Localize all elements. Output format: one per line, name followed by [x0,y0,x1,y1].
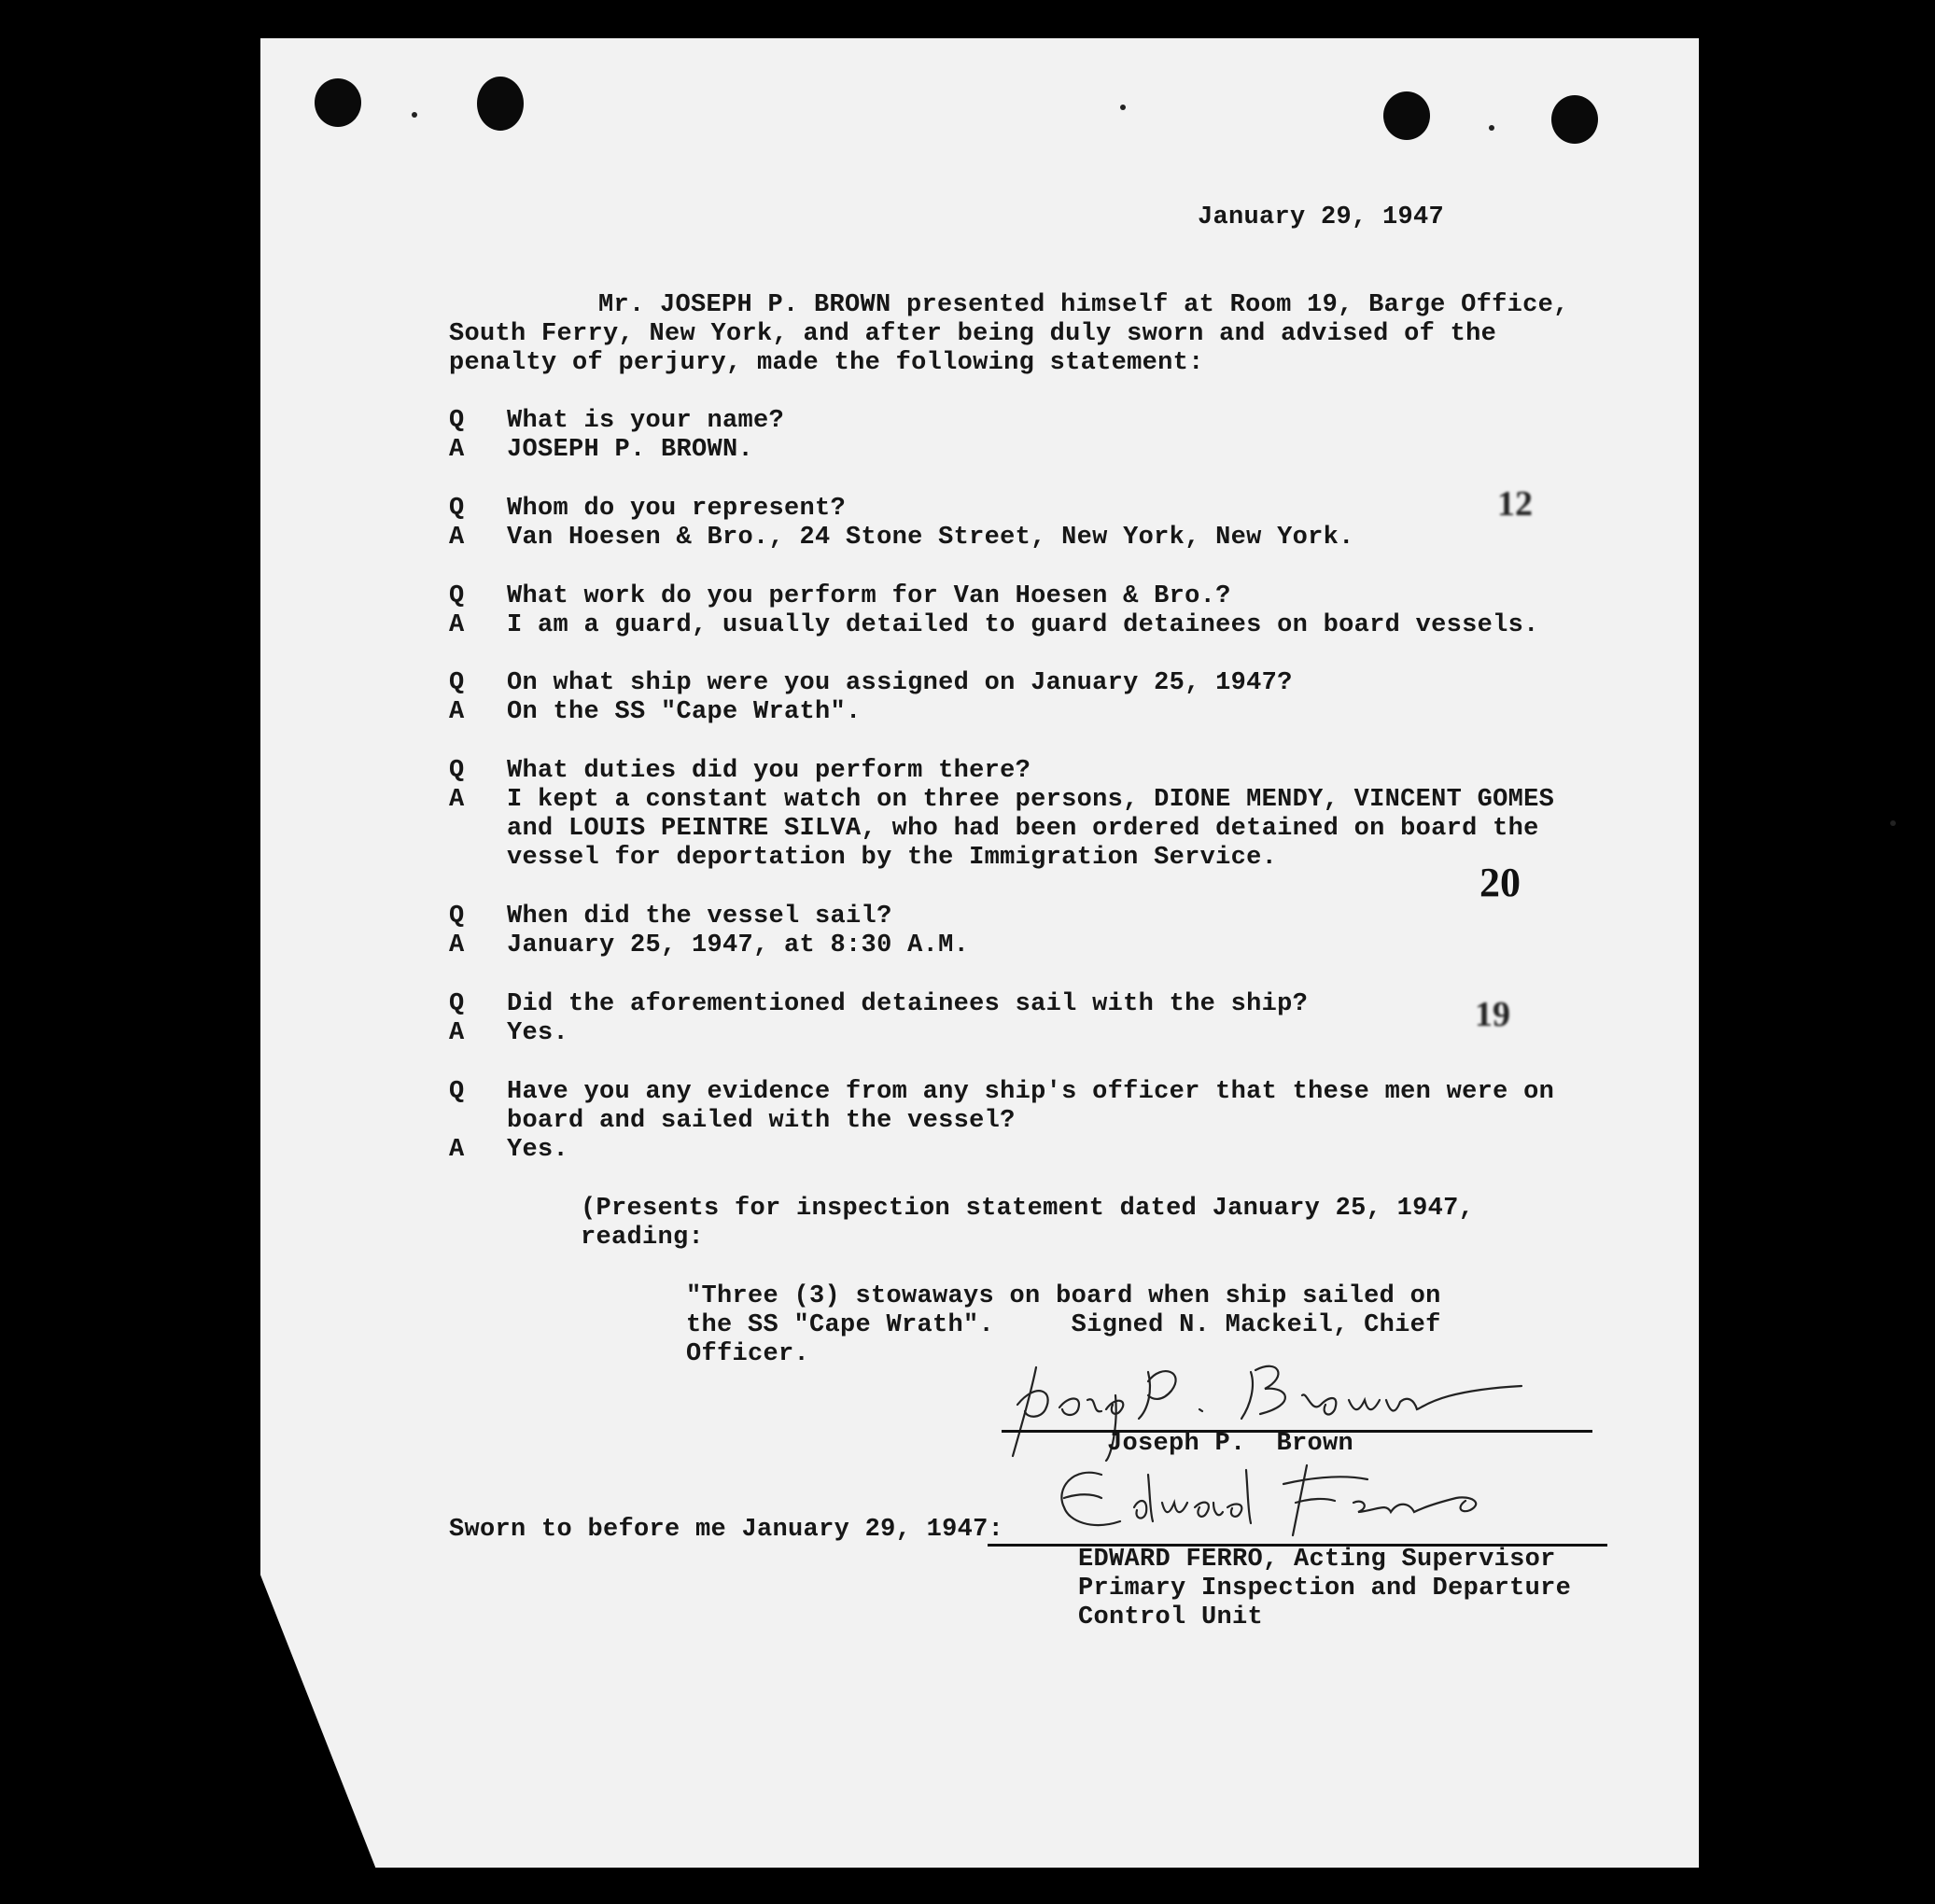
q-marker: Q [449,582,465,610]
q-marker: Q [449,757,465,785]
answer-text: January 25, 1947, at 8:30 A.M. [507,931,970,959]
a-marker: A [449,611,465,639]
answer-text: vessel for deportation by the Immigration Service. [507,844,1278,872]
quote-line: Officer. [686,1340,810,1368]
q-marker: Q [449,990,465,1018]
answer-text: On the SS "Cape Wrath". [507,698,862,726]
signer-name: Joseph P. Brown [1107,1430,1354,1458]
page-number: 20 [1479,860,1521,905]
answer-text: Yes. [507,1136,569,1164]
crossed-page-number: 12 [1497,484,1533,524]
punch-hole [477,77,524,131]
answer-text: JOSEPH P. BROWN. [507,436,754,464]
q-marker: Q [449,407,465,435]
presents-line: (Presents for inspection statement dated January 25, 1947, [581,1195,1475,1223]
signer-unit: Control Unit [1078,1603,1264,1631]
presents-line: reading: [581,1224,705,1252]
a-marker: A [449,931,465,959]
quote-line: the SS "Cape Wrath". Signed N. Mackeil, Chief [686,1311,1441,1339]
intro-line: penalty of perjury, made the following statement: [449,349,1204,377]
answer-text: Van Hoesen & Bro., 24 Stone Street, New York, New York. [507,524,1354,552]
q-marker: Q [449,669,465,697]
punch-hole [315,78,361,127]
question-text: What is your name? [507,407,785,435]
q-marker: Q [449,495,465,523]
punch-hole [1551,95,1598,144]
punch-hole [1383,91,1430,140]
question-text: Whom do you represent? [507,495,847,523]
answer-text: Yes. [507,1019,569,1047]
question-text: When did the vessel sail? [507,903,892,931]
q-marker: Q [449,1078,465,1106]
intro-line: South Ferry, New York, and after being duly sworn and advised of the [449,320,1497,348]
question-text: On what ship were you assigned on January 25, 1947? [507,669,1293,697]
question-text: board and sailed with the vessel? [507,1107,1016,1135]
signer-name: EDWARD FERRO, Acting Supervisor [1078,1546,1556,1574]
a-marker: A [449,1019,465,1047]
crossed-page-number: 19 [1475,995,1510,1034]
question-text: Did the aforementioned detainees sail with the ship? [507,990,1309,1018]
a-marker: A [449,698,465,726]
a-marker: A [449,524,465,552]
document-date: January 29, 1947 [1198,203,1445,231]
quote-line: "Three (3) stowaways on board when ship sailed on [686,1282,1441,1310]
signature-edward-ferro [1045,1456,1568,1549]
sworn-statement: Sworn to before me January 29, 1947: [449,1516,1004,1544]
a-marker: A [449,786,465,814]
answer-text: I kept a constant watch on three persons, DIONE MENDY, VINCENT GOMES [507,786,1555,814]
a-marker: A [449,436,465,464]
a-marker: A [449,1136,465,1164]
answer-text: I am a guard, usually detailed to guard detainees on board vessels. [507,611,1539,639]
question-text: Have you any evidence from any ship's officer that these men were on [507,1078,1555,1106]
answer-text: and LOUIS PEINTRE SILVA, who had been ordered detained on board the [507,815,1539,843]
question-text: What work do you perform for Van Hoesen & Bro.? [507,582,1231,610]
intro-line: Mr. JOSEPH P. BROWN presented himself at Room 19, Barge Office, [598,291,1569,319]
q-marker: Q [449,903,465,931]
signer-title: Primary Inspection and Departure [1078,1575,1572,1603]
question-text: What duties did you perform there? [507,757,1031,785]
